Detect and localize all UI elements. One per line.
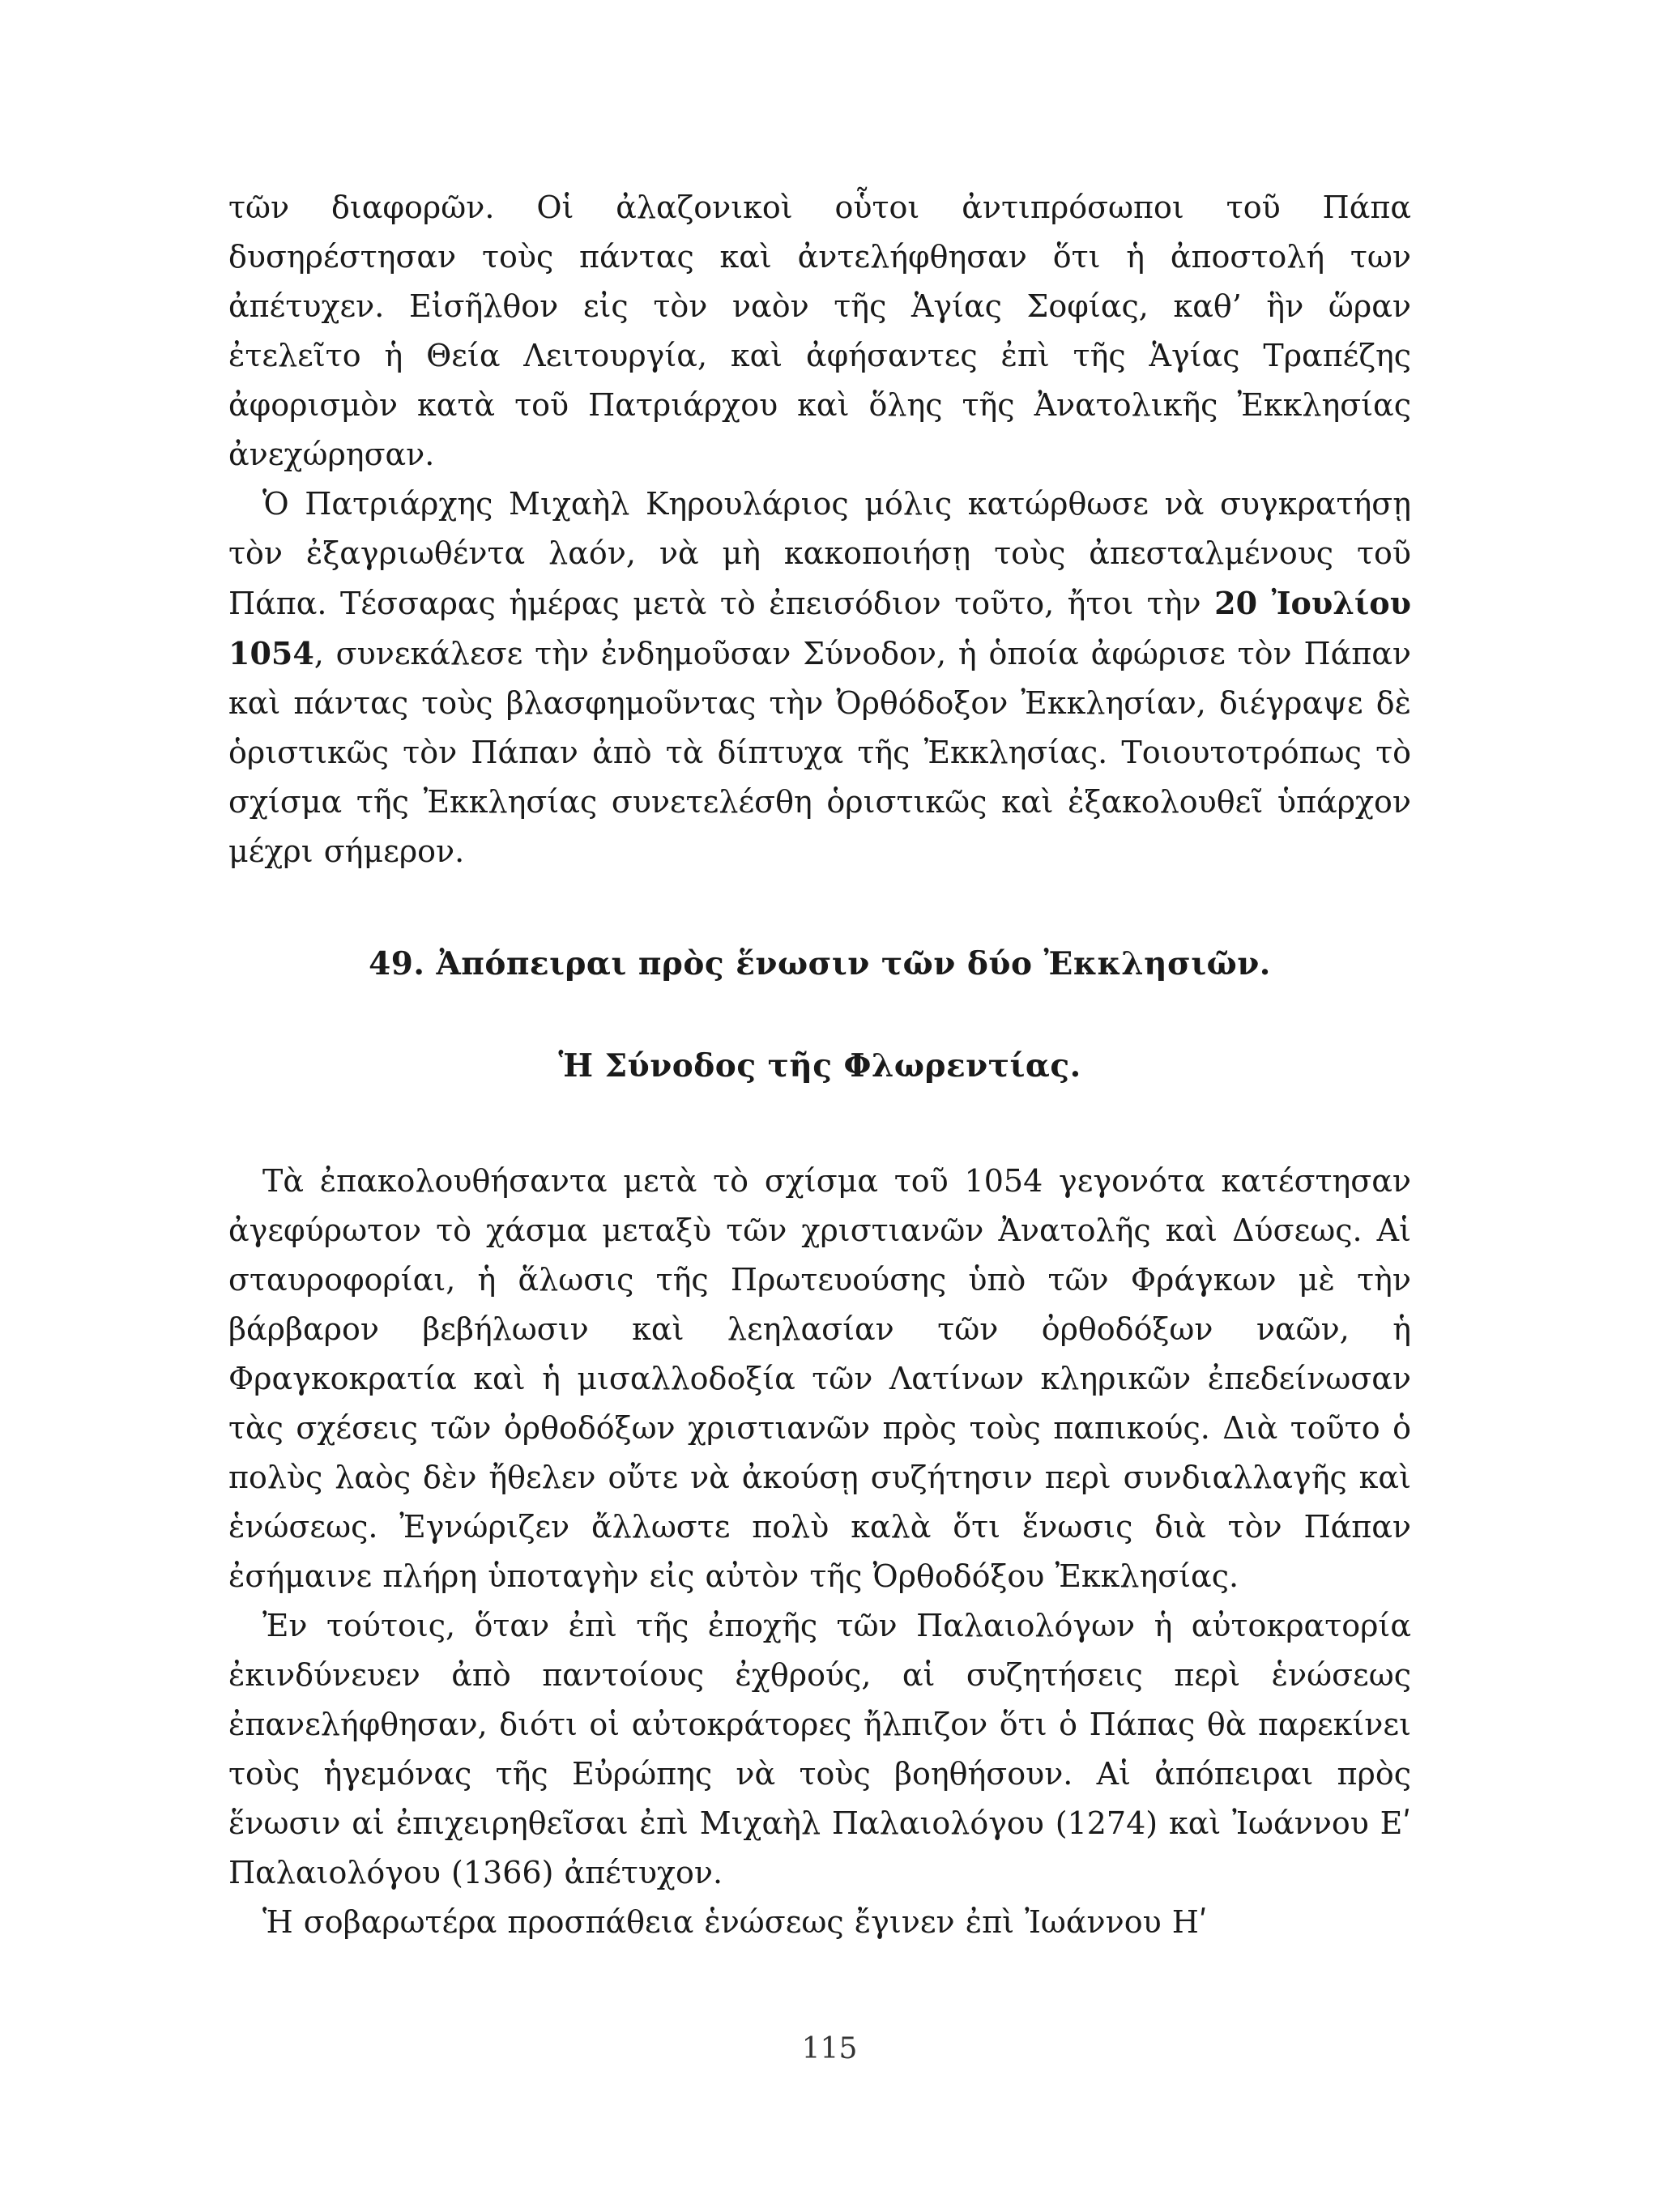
- date-bold: 20 Ἰουλίου 1054: [228, 585, 1411, 671]
- section-subheading: Ἡ Σύνοδος τῆς Φλωρεντίας.: [558, 1047, 1081, 1085]
- paragraph-aftermath: Τὰ ἐπακολουθήσαντα μετὰ τὸ σχίσμα τοῦ 1054 γεγονότα κατέστησαν ἀγεφύρωτον τὸ χάσμα μεταξὺ τῶν χριστιανῶν Ἀνατολῆς καὶ Δύσεως. Αἱ σταυροφορίαι, ἡ ἅλωσις τῆς Πρωτευούσης ὑπὸ τῶν Φράγκων μὲ τὴν βάρβαρον βεβήλωσιν καὶ λεηλασίαν τῶν ὀρθοδόξων ναῶν, ἡ Φραγκοκρατία καὶ ἡ μισαλλοδοξία τῶν Λατίνων κληρικῶν ἐπεδείνωσαν τὰς σχέσεις τῶν ὀρθοδόξων χριστιανῶν πρὸς τοὺς παπικούς. Διὰ τοῦτο ὁ πολὺς λαὸς δὲν ἤθελεν οὔτε νὰ ἀκούσῃ συζήτησιν περὶ συνδιαλλαγῆς καὶ ἑνώσεως. Ἐγνώριζεν ἄλλωστε πολὺ καλὰ ὅτι ἕνωσις διὰ τὸν Πάπαν ἐσήμαινε πλήρη ὑποταγὴν εἰς αὐτὸν τῆς Ὀρθοδόξου Ἐκκλησίας.: [228, 1163, 1411, 1594]
- paragraph-palaiologoi: Ἐν τούτοις, ὅταν ἐπὶ τῆς ἐποχῆς τῶν Παλαιολόγων ἡ αὐτοκρατορία ἐκινδύνευεν ἀπὸ παντοίους ἐχθρούς, αἱ συζητήσεις περὶ ἑνώσεως ἐπανελήφθησαν, διότι οἱ αὐτοκράτορες ἤλπιζον ὅτι ὁ Πάπας θὰ παρεκίνει τοὺς ἡγεμόνας τῆς Εὐρώπης νὰ τοὺς βοηθήσουν. Αἱ ἀπόπειραι πρὸς ἕνωσιν αἱ ἐπιχειρηθεῖσαι ἐπὶ Μιχαὴλ Παλαιολόγου (1274) καὶ Ἰωάννου Εʹ Παλαιολόγου (1366) ἀπέτυχον.: [228, 1608, 1411, 1890]
- text-block-lower: [228, 1157, 1411, 1947]
- text-block-upper: [228, 183, 1411, 876]
- paragraph-continuation: τῶν διαφορῶν. Οἱ ἀλαζονικοὶ οὗτοι ἀντιπρόσωποι τοῦ Πάπα δυσηρέστησαν τοὺς πάντας καὶ ἀντελήφθησαν ὅτι ἡ ἀποστολή των ἀπέτυχεν. Εἰσῆλθον εἰς τὸν ναὸν τῆς Ἁγίας Σοφίας, καθ’ ἣν ὥραν ἐτελεῖτο ἡ Θεία Λειτουργία, καὶ ἀφήσαντες ἐπὶ τῆς Ἁγίας Τραπέζης ἀφορισμὸν κατὰ τοῦ Πατριάρχου καὶ ὅλης τῆς Ἀνατολικῆς Ἐκκλησίας ἀνεχώρησαν.: [228, 190, 1411, 472]
- paragraph-patriarch: [228, 479, 1411, 876]
- paragraph-text-before-date: Ὁ Πατριάρχης Μιχαὴλ Κηρουλάριος μόλις κατώρθωσε νὰ συγκρατήσῃ τὸν ἐξαγριωθέντα λαόν, νὰ μὴ κακοποιήσῃ τοὺς ἀπεσταλμένους τοῦ Πάπα. Τέσσαρας ἡμέρας μετὰ τὸ ἐπεισόδιον τοῦτο, ἤτοι τὴν: [228, 486, 1411, 621]
- paragraph-text-after-date: , συνεκάλεσε τὴν ἐνδημοῦσαν Σύνοδον, ἡ ὁποία ἀφώρισε τὸν Πάπαν καὶ πάντας τοὺς βλασφημοῦντας τὴν Ὀρθόδοξον Ἐκκλησίαν, διέγραψε δὲ ὁριστικῶς τὸν Πάπαν ἀπὸ τὰ δίπτυχα τῆς Ἐκκλησίας. Τοιουτοτρόπως τὸ σχίσμα τῆς Ἐκκλησίας συνετελέσθη ὁριστικῶς καὶ ἐξακολουθεῖ ὑπάρχον μέχρι σήμερον.: [228, 636, 1411, 869]
- paragraph-ioannis: Ἡ σοβαρωτέρα προσπάθεια ἑνώσεως ἔγινεν ἐπὶ Ἰωάννου Ηʹ: [262, 1904, 1208, 1940]
- page-number: 115: [801, 2032, 858, 2065]
- section-heading: 49. Ἀπόπειραι πρὸς ἕνωσιν τῶν δύο Ἐκκλησιῶν.: [369, 945, 1271, 982]
